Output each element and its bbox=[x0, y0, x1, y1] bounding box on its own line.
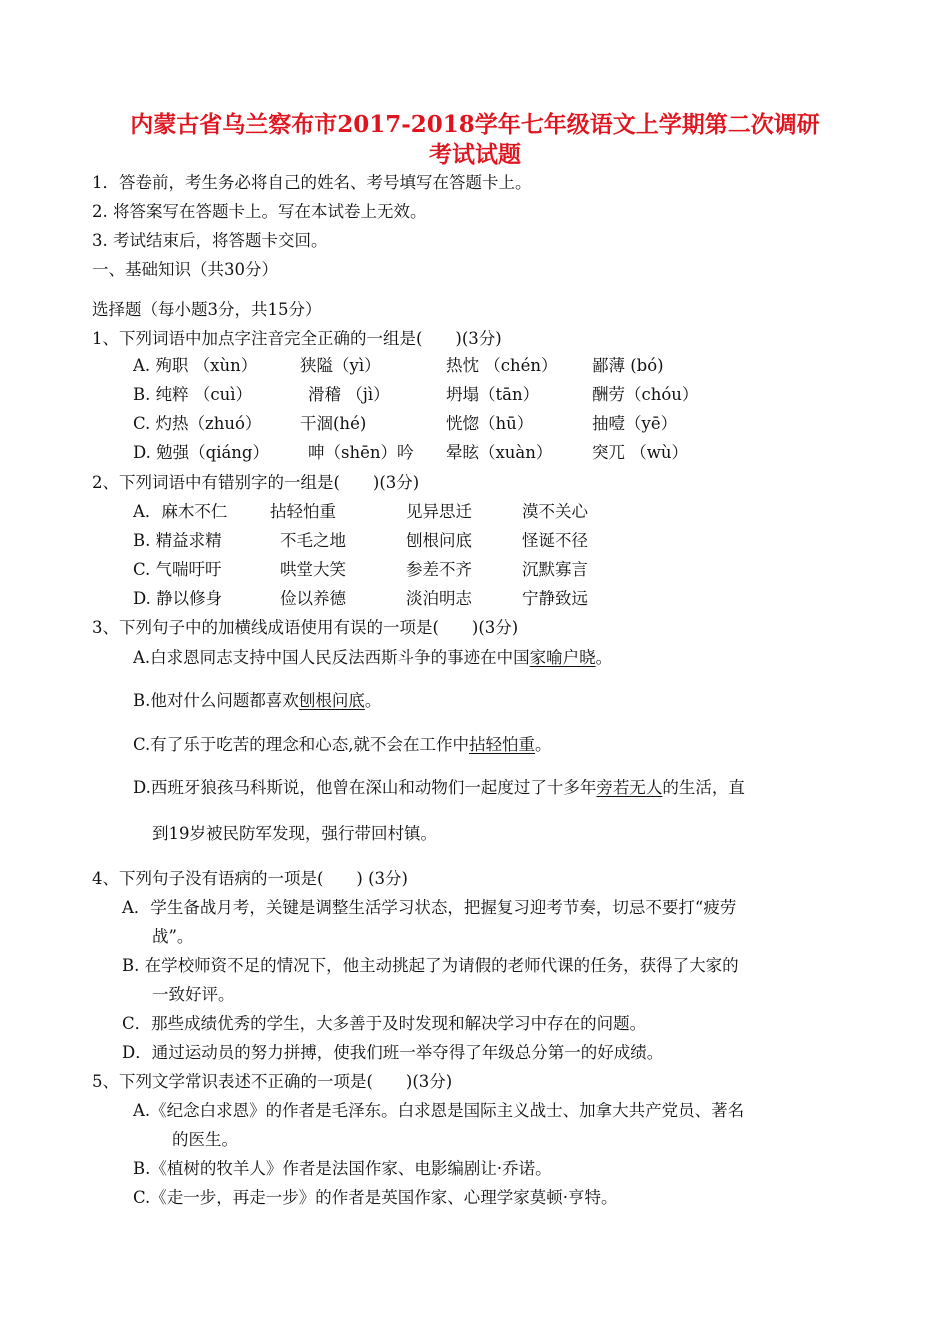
q1-stem: 1、下列词语中加点字注音完全正确的一组是( )(3分) bbox=[92, 329, 502, 348]
q2-a-word2: 拈轻怕重 bbox=[270, 502, 336, 521]
q3-b-end: 。 bbox=[364, 691, 382, 710]
q3-c-text: C.有了乐于吃苦的理念和心态,就不会在工作中 bbox=[133, 735, 470, 754]
q2-stem: 2、下列词语中有错别字的一组是( )(3分) bbox=[92, 473, 420, 492]
q2-b-word3: 刨根问底 bbox=[406, 531, 472, 550]
q4-option-a: A．学生备战月考，关键是调整生活学习状态，把握复习迎考节奏，切忌不要打“疲劳 bbox=[122, 898, 737, 917]
q3-d-idiom: 旁若无人 bbox=[596, 778, 663, 797]
q1-d-word4: 突兀 （wù） bbox=[592, 443, 688, 462]
q2-a-word3: 见异思迁 bbox=[406, 502, 472, 521]
q1-c-word4: 抽噎（yē） bbox=[592, 414, 678, 433]
q1-b-word3: 坍塌（tān） bbox=[446, 385, 540, 404]
q2-c-word1: C. 气喘吁吁 bbox=[133, 560, 222, 579]
instruction-3: 3. 考试结束后，将答题卡交回。 bbox=[92, 231, 328, 250]
q5-option-c: C.《走一步，再走一步》的作者是英国作家、心理学家莫顿·亨特。 bbox=[133, 1188, 618, 1207]
q3-option-d bbox=[133, 777, 745, 799]
q2-c-word2: 哄堂大笑 bbox=[280, 560, 346, 579]
q4-option-b: B. 在学校师资不足的情况下，他主动挑起了为请假的老师代课的任务，获得了大家的 bbox=[122, 956, 739, 975]
q1-d-word3: 晕眩（xuàn） bbox=[446, 443, 553, 462]
q3-c-end: 。 bbox=[535, 735, 552, 754]
q4-stem: 4、下列句子没有语病的一项是( ) (3分) bbox=[92, 869, 408, 888]
q1-a-word1: A. 殉职 （xùn） bbox=[133, 356, 258, 375]
q1-c-word2: 干涸(hé) bbox=[300, 414, 367, 433]
q5-option-b: B.《植树的牧羊人》作者是法国作家、电影编剧让·乔诺。 bbox=[133, 1159, 552, 1178]
exam-title-line2: 考试试题 bbox=[429, 141, 521, 168]
q2-a-word1: A．麻木不仁 bbox=[133, 502, 228, 521]
q2-a-word4: 漠不关心 bbox=[522, 502, 588, 521]
q3-option-b bbox=[133, 690, 381, 712]
instruction-2: 2. 将答案写在答题卡上。写在本试卷上无效。 bbox=[92, 202, 427, 221]
q1-a-word4: 鄙薄 (bó) bbox=[592, 356, 664, 375]
q1-d-word2: 呻（shēn）吟 bbox=[308, 443, 414, 462]
q3-option-c bbox=[133, 734, 552, 756]
q1-c-word1: C. 灼热（zhuó） bbox=[133, 414, 262, 433]
q3-d-text: D.西班牙狼孩马科斯说，他曾在深山和动物们一起度过了十多年 bbox=[133, 778, 597, 797]
q3-b-text: B.他对什么问题都喜欢 bbox=[133, 691, 299, 710]
q3-a-idiom: 家喻户晓 bbox=[529, 648, 596, 667]
q1-c-word3: 恍惚（hū） bbox=[446, 414, 534, 433]
q2-b-word4: 怪诞不径 bbox=[522, 531, 588, 550]
exam-title-line1: 内蒙古省乌兰察布市2017-2018学年七年级语文上学期第二次调研 bbox=[130, 111, 820, 138]
q3-a-end: 。 bbox=[595, 648, 613, 667]
q4-option-a-cont: 战”。 bbox=[152, 927, 194, 946]
q3-c-idiom: 拈轻怕重 bbox=[469, 735, 536, 754]
q2-d-word3: 淡泊明志 bbox=[406, 589, 472, 608]
q4-option-b-cont: 一致好评。 bbox=[152, 985, 235, 1004]
q2-c-word4: 沉默寡言 bbox=[522, 560, 588, 579]
q1-b-word4: 酬劳（chóu） bbox=[592, 385, 699, 404]
q5-option-a: A.《纪念白求恩》的作者是毛泽东。白求恩是国际主义战士、加拿大共产党员、著名 bbox=[133, 1101, 745, 1120]
q1-d-word1: D. 勉强（qiáng） bbox=[133, 443, 269, 462]
q2-d-word2: 俭以养德 bbox=[280, 589, 346, 608]
q5-stem: 5、下列文学常识表述不正确的一项是( )(3分) bbox=[92, 1072, 453, 1091]
q2-b-word2: 不毛之地 bbox=[280, 531, 346, 550]
q3-option-a bbox=[133, 647, 612, 669]
section-heading: 一、基础知识（共30分） bbox=[92, 260, 278, 279]
q2-d-word1: D. 静以修身 bbox=[133, 589, 223, 608]
q2-b-word1: B. 精益求精 bbox=[133, 531, 222, 550]
q5-option-a-cont: 的医生。 bbox=[172, 1130, 238, 1149]
q3-d-end: 的生活，直 bbox=[662, 778, 745, 797]
q2-d-word4: 宁静致远 bbox=[522, 589, 588, 608]
q3-b-idiom: 刨根问底 bbox=[298, 691, 365, 710]
q4-option-c: C．那些成绩优秀的学生，大多善于及时发现和解决学习中存在的问题。 bbox=[122, 1014, 647, 1033]
choice-header: 选择题（每小题3分，共15分） bbox=[92, 300, 322, 319]
instruction-1: 1．答卷前，考生务必将自己的姓名、考号填写在答题卡上。 bbox=[92, 173, 532, 192]
q3-a-text: A.白求恩同志支持中国人民反法西斯斗争的事迹在中国 bbox=[133, 648, 530, 667]
q1-a-word2: 狭隘（yì） bbox=[300, 356, 381, 375]
q3-stem: 3、下列句子中的加横线成语使用有误的一项是( )(3分) bbox=[92, 618, 519, 637]
q3-option-d-cont: 到19岁被民防军发现，强行带回村镇。 bbox=[152, 824, 437, 843]
q4-option-d: D．通过运动员的努力拼搏，使我们班一举夺得了年级总分第一的好成绩。 bbox=[122, 1043, 664, 1062]
q1-b-word1: B. 纯粹 （cuì） bbox=[133, 385, 253, 404]
q2-c-word3: 参差不齐 bbox=[406, 560, 472, 579]
q1-b-word2: 滑稽 （jì） bbox=[308, 385, 390, 404]
q1-a-word3: 热忱 （chén） bbox=[446, 356, 558, 375]
